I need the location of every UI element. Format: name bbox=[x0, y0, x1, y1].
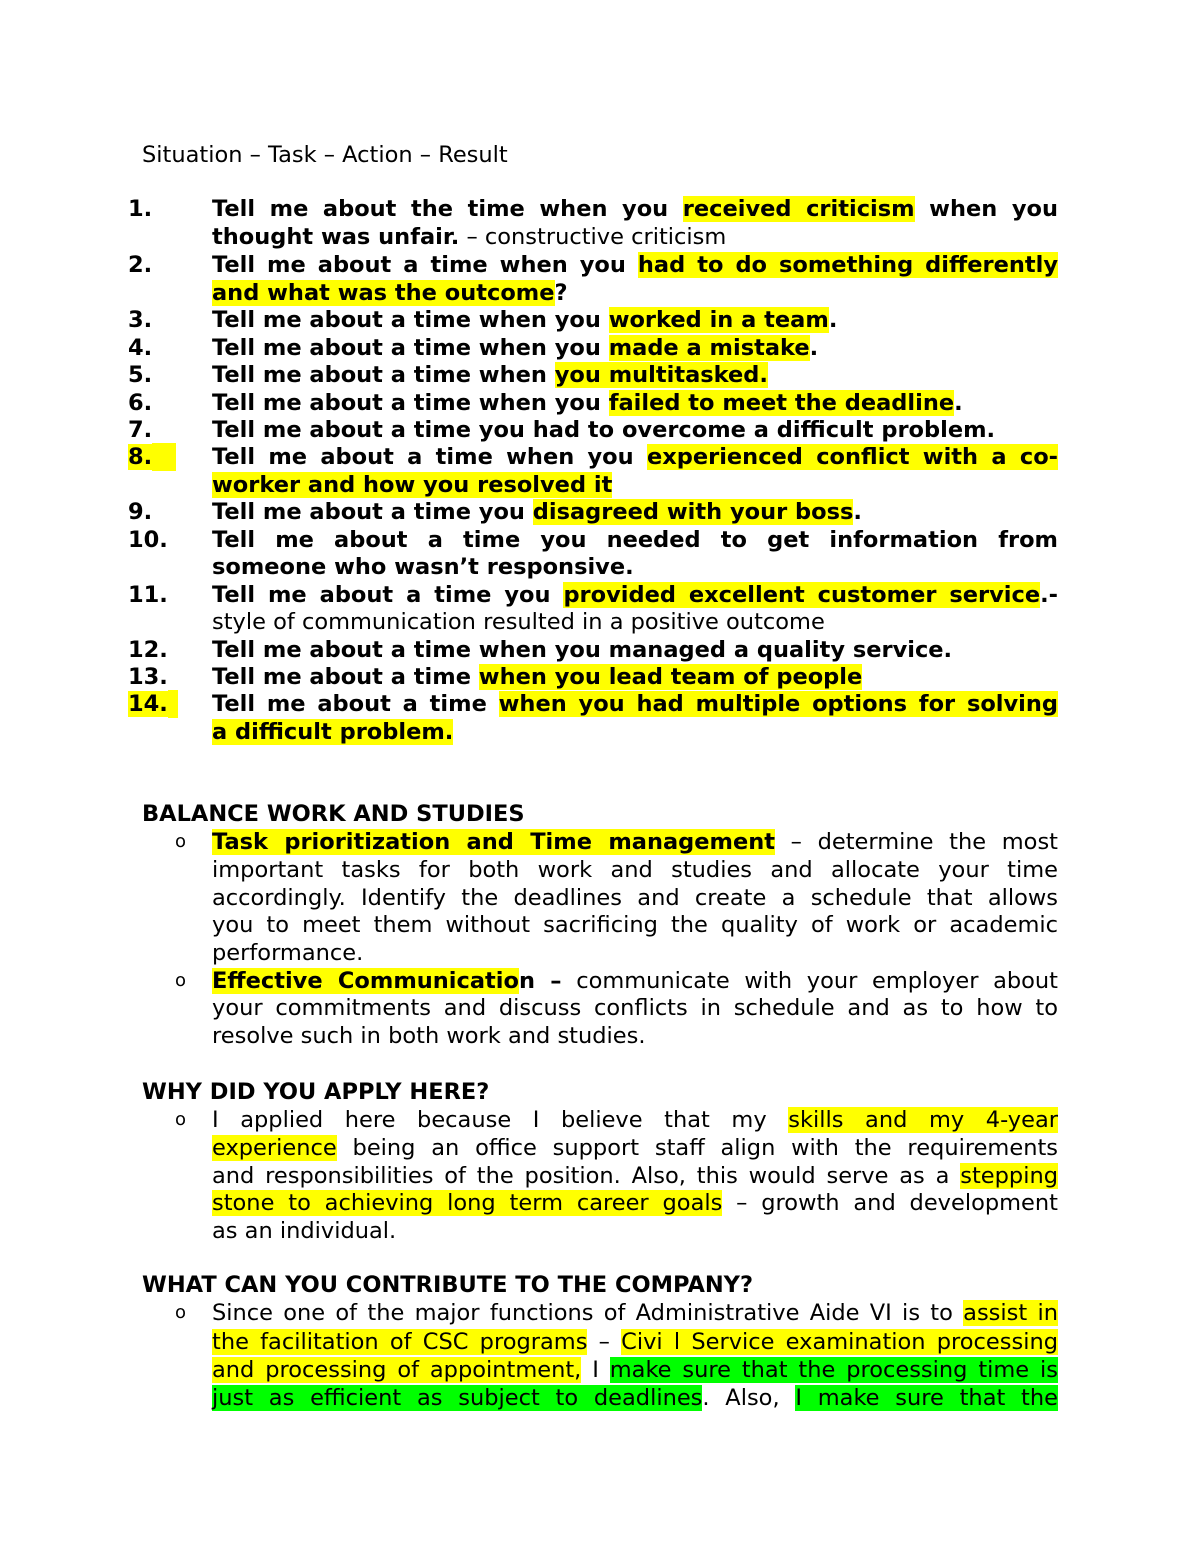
question-4: Tell me about a time when you made a mistake. bbox=[212, 335, 819, 361]
balance-item-1-line-4: you to meet them without sacrificing the quality of work or academic bbox=[212, 912, 1058, 938]
question-10-line-2: someone who wasn’t responsive. bbox=[212, 554, 634, 580]
question-number: 7. bbox=[128, 417, 153, 443]
question-2-line-1: Tell me about a time when you had to do something differently bbox=[212, 252, 1058, 278]
balance-item-2-line-1: Effective Communication – communicate with your employer about bbox=[212, 968, 1059, 994]
question-1-line-2: thought was unfair. – constructive criticism bbox=[212, 224, 727, 250]
balance-item-1-line-3: accordingly. Identify the deadlines and create a schedule that allows bbox=[212, 885, 1058, 911]
why-line-1: I applied here because I believe that my skills and my 4-year bbox=[212, 1107, 1058, 1133]
question-number: 13. bbox=[128, 664, 168, 690]
why-line-3: and responsibilities of the position. Also, this would serve as a stepping bbox=[212, 1163, 1058, 1189]
why-line-4: stone to achieving long term career goals – growth and development bbox=[212, 1190, 1058, 1216]
question-number: 5. bbox=[128, 362, 153, 388]
contribute-line-2: the facilitation of CSC programs – Civi l Service examination processing bbox=[212, 1329, 1059, 1355]
question-number: 3. bbox=[128, 307, 153, 333]
why-line-2: experience being an office support staff align with the requirements bbox=[212, 1135, 1058, 1161]
section-heading-contribute: WHAT CAN YOU CONTRIBUTE TO THE COMPANY? bbox=[142, 1272, 754, 1298]
question-5: Tell me about a time when you multitasked. bbox=[212, 362, 768, 388]
question-11-line-1: Tell me about a time you provided excellent customer service.- bbox=[212, 582, 1058, 608]
balance-item-1-line-1: Task prioritization and Time management – determine the most bbox=[212, 829, 1058, 855]
balance-item-2-line-3: resolve such in both work and studies. bbox=[212, 1023, 646, 1049]
balance-item-2-line-2: your commitments and discuss conflicts in schedule and as to how to bbox=[212, 995, 1058, 1021]
bullet-icon: o bbox=[175, 1302, 187, 1323]
question-number: 11. bbox=[128, 582, 168, 608]
question-13: Tell me about a time when you lead team of people bbox=[212, 664, 863, 690]
section-heading-balance: BALANCE WORK AND STUDIES bbox=[142, 801, 525, 827]
bullet-icon: o bbox=[175, 970, 187, 991]
question-number: 14. bbox=[128, 690, 178, 718]
question-10-line-1: Tell me about a time you needed to get information from bbox=[212, 527, 1058, 553]
balance-item-1-line-2: important tasks for both work and studies and allocate your time bbox=[212, 857, 1058, 883]
question-number: 4. bbox=[128, 335, 153, 361]
question-number: 2. bbox=[128, 252, 153, 278]
question-1-line-1: Tell me about the time when you received criticism when you bbox=[212, 196, 1058, 222]
question-12: Tell me about a time when you managed a quality service. bbox=[212, 637, 953, 663]
question-6: Tell me about a time when you failed to meet the deadline. bbox=[212, 390, 963, 416]
question-3: Tell me about a time when you worked in a team. bbox=[212, 307, 838, 333]
bullet-icon: o bbox=[175, 831, 187, 852]
question-14-line-2: a difficult problem. bbox=[212, 719, 454, 745]
section-heading-why: WHY DID YOU APPLY HERE? bbox=[142, 1079, 490, 1105]
why-line-5: as an individual. bbox=[212, 1218, 397, 1244]
question-number: 8. bbox=[128, 443, 176, 471]
question-11-line-2: style of communication resulted in a positive outcome bbox=[212, 609, 825, 635]
question-number: 12. bbox=[128, 637, 168, 663]
question-number: 6. bbox=[128, 390, 153, 416]
balance-item-1-line-5: performance. bbox=[212, 940, 364, 966]
contribute-line-1: Since one of the major functions of Administrative Aide VI is to assist in bbox=[212, 1300, 1058, 1326]
bullet-icon: o bbox=[175, 1109, 187, 1130]
question-9: Tell me about a time you disagreed with your boss. bbox=[212, 499, 862, 525]
question-7: Tell me about a time you had to overcome a difficult problem. bbox=[212, 417, 996, 443]
question-2-line-2: and what was the outcome? bbox=[212, 280, 568, 306]
question-8-line-2: worker and how you resolved it bbox=[212, 472, 613, 498]
contribute-line-4: just as efficient as subject to deadlines. Also, I make sure that the bbox=[212, 1385, 1058, 1411]
question-number: 9. bbox=[128, 499, 153, 525]
question-number: 10. bbox=[128, 527, 168, 553]
page-title: Situation – Task – Action – Result bbox=[142, 142, 508, 168]
question-14-line-1: Tell me about a time when you had multiple options for solving bbox=[212, 691, 1059, 717]
question-number: 1. bbox=[128, 196, 153, 222]
contribute-line-3: and processing of appointment, I make sure that the processing time is bbox=[212, 1357, 1058, 1383]
question-8-line-1: Tell me about a time when you experienced conflict with a co- bbox=[212, 444, 1058, 470]
